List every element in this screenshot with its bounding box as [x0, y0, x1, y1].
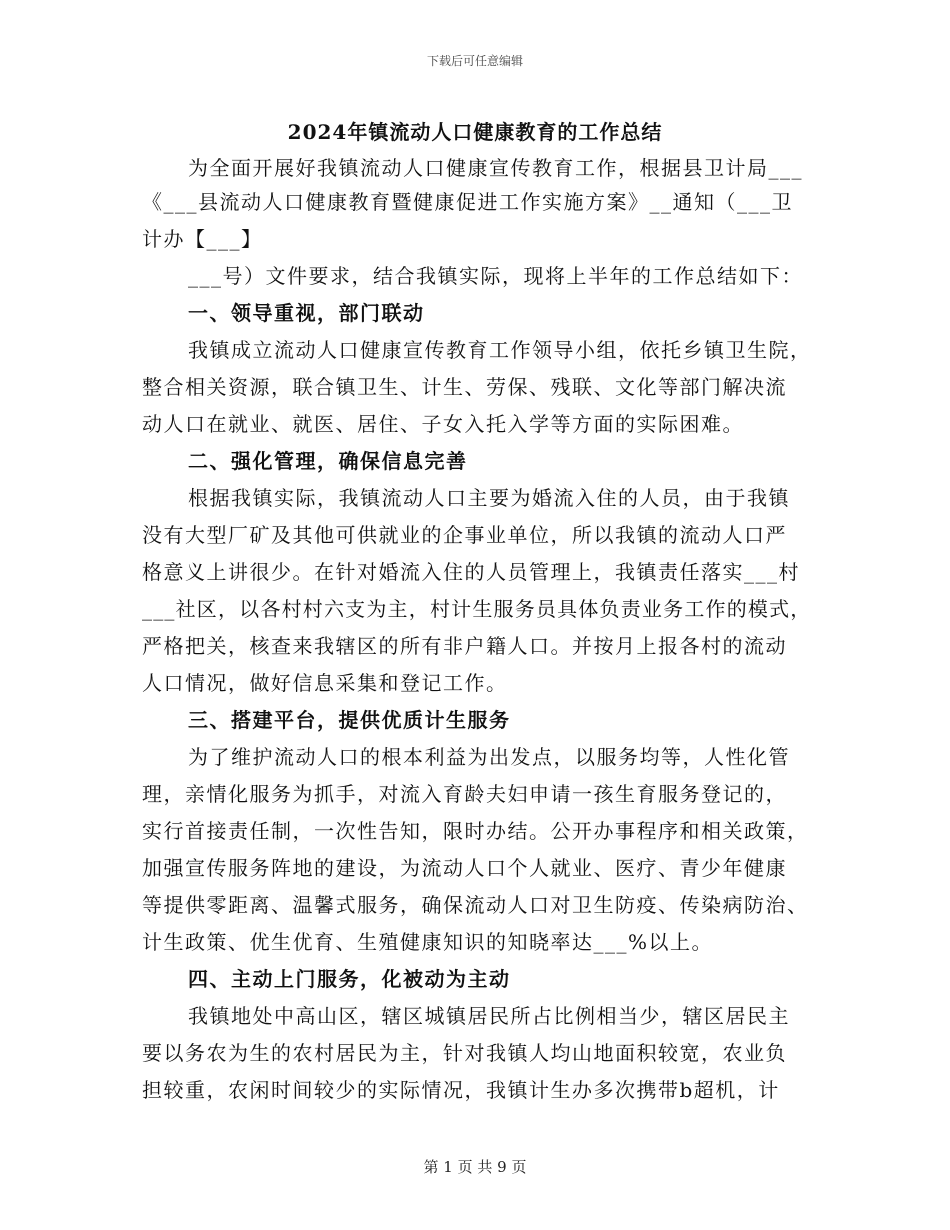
paragraph-line: 我镇成立流动人口健康宣传教育工作领导小组，依托乡镇卫生院， — [188, 338, 812, 362]
section-heading: 二、强化管理，确保信息完善 — [188, 449, 468, 473]
paragraph-line: 严格把关，核查来我辖区的所有非户籍人口。并按月上报各村的流动 — [142, 634, 787, 658]
paragraph-line: 担较重，农闲时间较少的实际情况，我镇计生办多次携带b超机，计 — [142, 1078, 780, 1102]
paragraph-line: 实行首接责任制，一次性告知，限时办结。公开办事程序和相关政策， — [142, 819, 809, 843]
paragraph-line: 动人口在就业、就医、居住、子女入托入学等方面的实际困难。 — [142, 412, 744, 436]
section-heading: 四、主动上门服务，化被动为主动 — [188, 967, 511, 991]
document-title: 2024年镇流动人口健康教育的工作总结 — [287, 120, 663, 144]
paragraph-line: 加强宣传服务阵地的建设，为流动人口个人就业、医疗、青少年健康 — [142, 856, 787, 880]
section-heading: 三、搭建平台，提供优质计生服务 — [188, 708, 511, 732]
paragraph-line: 计办【___】 — [142, 227, 263, 251]
page-footer: 第 1 页 共 9 页 — [423, 1158, 527, 1176]
paragraph-line: ___社区，以各村村六支为主，村计生服务员具体负责业务工作的模式， — [142, 597, 812, 621]
paragraph-line: 我镇地处中高山区，辖区城镇居民所占比例相当少，辖区居民主 — [188, 1004, 790, 1028]
paragraph-line: 为全面开展好我镇流动人口健康宣传教育工作，根据县卫计局___ — [188, 156, 803, 180]
paragraph-line: 整合相关资源，联合镇卫生、计生、劳保、残联、文化等部门解决流 — [142, 375, 787, 399]
paragraph-line: 人口情况，做好信息采集和登记工作。 — [142, 671, 508, 695]
section-heading: 一、领导重视，部门联动 — [188, 301, 425, 325]
paragraph-line: 《___县流动人口健康教育暨健康促进工作实施方案》__通知（___卫 — [142, 190, 793, 214]
paragraph-line: 要以务农为生的农村居民为主，针对我镇人均山地面积较宽，农业负 — [142, 1041, 787, 1065]
paragraph-line: ___号）文件要求，结合我镇实际，现将上半年的工作总结如下： — [188, 264, 803, 288]
paragraph-line: 计生政策、优生优育、生殖健康知识的知晓率达___%以上。 — [142, 930, 714, 954]
paragraph-line: 理，亲情化服务为抓手，对流入育龄夫妇申请一孩生育服务登记的， — [142, 782, 787, 806]
paragraph-line: 没有大型厂矿及其他可供就业的企事业单位，所以我镇的流动人口严 — [142, 523, 787, 547]
paragraph-line: 为了维护流动人口的根本利益为出发点，以服务均等，人性化管 — [188, 745, 790, 769]
paragraph-line: 根据我镇实际，我镇流动人口主要为婚流入住的人员，由于我镇 — [188, 486, 790, 510]
paragraph-line: 等提供零距离、温馨式服务，确保流动人口对卫生防疫、传染病防治、 — [142, 893, 809, 917]
paragraph-line: 格意义上讲很少。在针对婚流入住的人员管理上，我镇责任落实___村 — [142, 560, 800, 584]
page-header: 下载后可任意编辑 — [426, 54, 523, 68]
